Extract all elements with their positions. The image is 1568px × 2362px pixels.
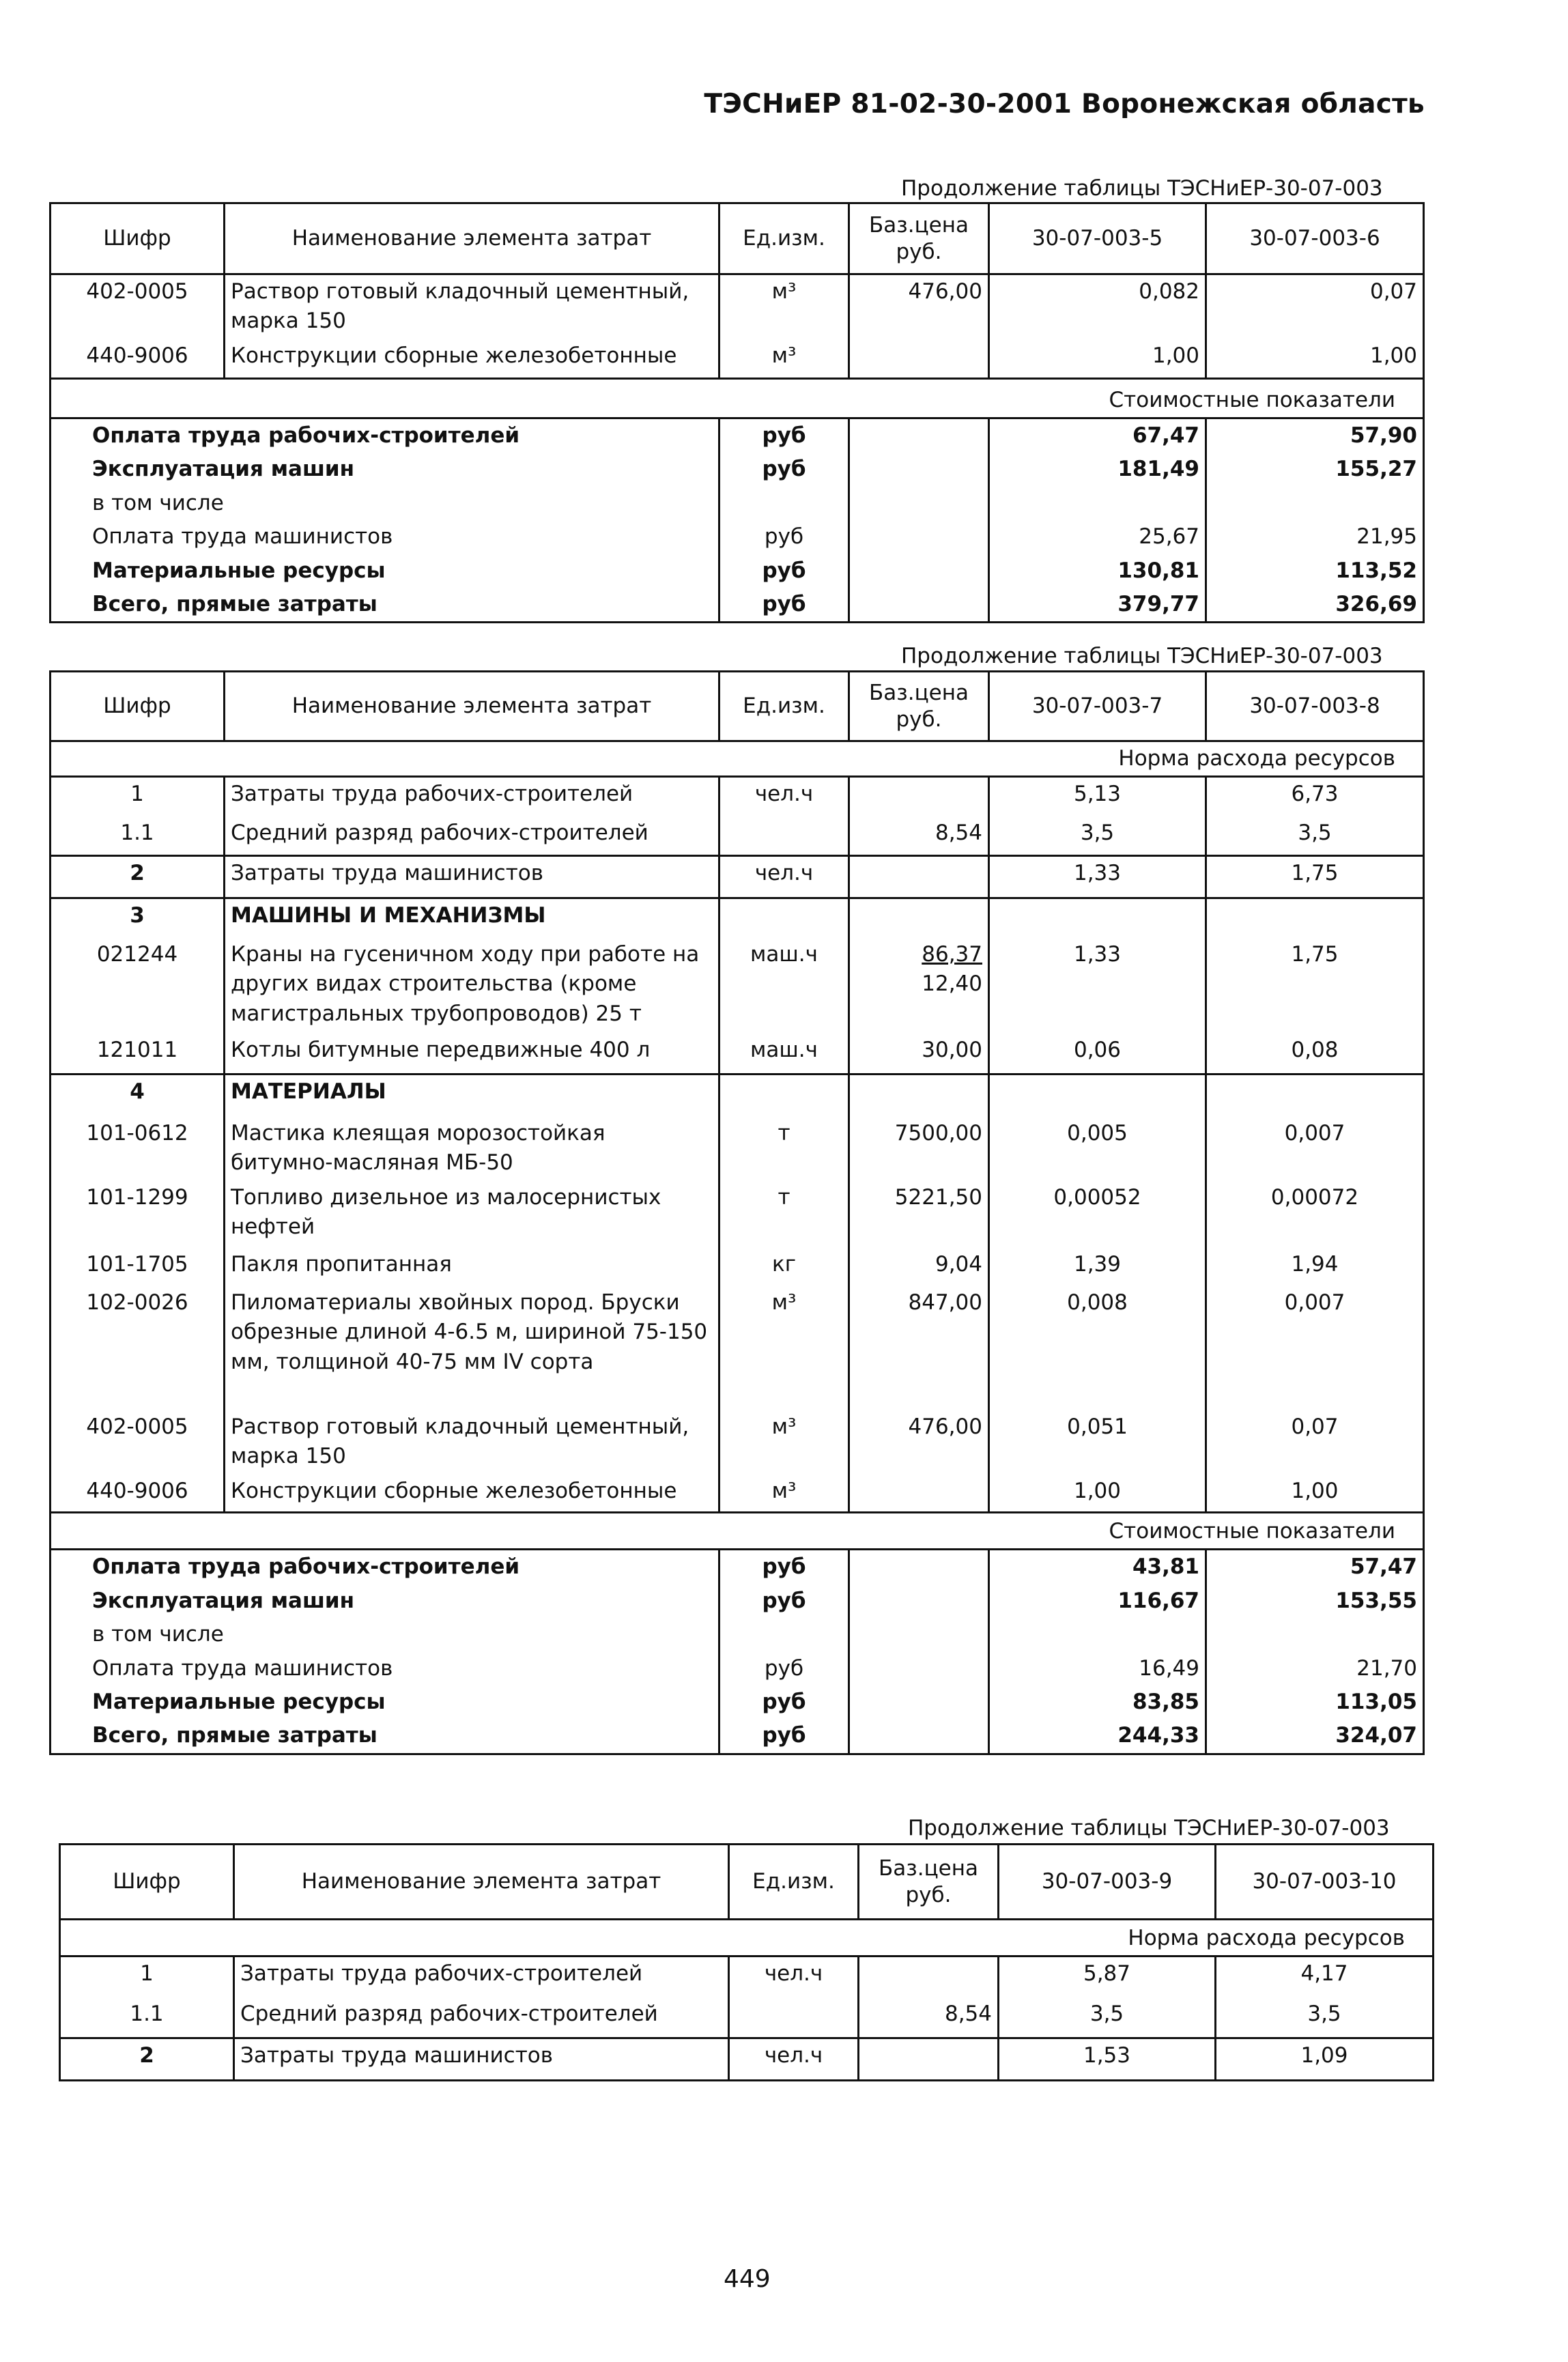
row-name: Раствор готовый кладочный цементный, марка 150 [225, 274, 719, 339]
row-name: Котлы битумные передвижные 400 л [225, 1034, 719, 1075]
row-price-cell [849, 938, 989, 1034]
total-unit: руб [719, 453, 849, 486]
col-price-header: Баз.цена руб. [849, 203, 989, 274]
section-cost-label: Стоимостные показатели [51, 379, 1424, 418]
row-name: Затраты труда машинистов [234, 2038, 729, 2081]
section-row [51, 379, 1424, 418]
row-unit [729, 1997, 859, 2038]
total-value-b [1206, 1618, 1424, 1651]
table1-continuation: Продолжение таблицы ТЭСНиЕР-30-07-003 [901, 176, 1383, 201]
row-code: 1.1 [60, 1997, 234, 2038]
row-value-b: 4,17 [1216, 1957, 1434, 1997]
col-b-header: 30-07-003-8 [1206, 672, 1424, 741]
total-unit [719, 1618, 849, 1651]
total-row [51, 1652, 1424, 1685]
total-label: Эксплуатация машин [51, 1584, 719, 1618]
row-name: Мастика клеящая морозостойкая битумно-масляная МБ-50 [225, 1117, 719, 1181]
row-value-b: 0,07 [1206, 274, 1424, 339]
row-price: 9,04 [849, 1248, 989, 1286]
table-row [51, 1181, 1424, 1248]
row-price [849, 339, 989, 379]
row-value-a [989, 1075, 1206, 1117]
row-unit: м³ [719, 1475, 849, 1513]
row-unit: т [719, 1117, 849, 1181]
total-row [51, 1584, 1424, 1618]
row-name: Раствор готовый кладочный цементный, марка 150 [225, 1410, 719, 1475]
total-label: Материальные ресурсы [51, 1685, 719, 1719]
total-empty [849, 418, 989, 453]
total-label: Оплата труда рабочих-строителей [51, 418, 719, 453]
row-price [849, 856, 989, 898]
row-value-a: 1,00 [989, 339, 1206, 379]
row-value-b: 1,00 [1206, 339, 1424, 379]
row-code: 440-9006 [51, 1475, 225, 1513]
section-norm-label: Норма расхода ресурсов [51, 741, 1424, 777]
section-row [51, 741, 1424, 777]
total-value-b [1206, 487, 1424, 520]
row-value-a: 1,33 [989, 856, 1206, 898]
section-row [51, 1513, 1424, 1550]
col-name-header: Наименование элемента затрат [225, 672, 719, 741]
col-price-header: Баз.цена руб. [859, 1845, 999, 1920]
total-value-a: 67,47 [989, 418, 1206, 453]
row-code: 402-0005 [51, 1410, 225, 1475]
row-value-b: 1,75 [1206, 856, 1424, 898]
total-row [51, 487, 1424, 520]
row-name: Пиломатериалы хвойных пород. Бруски обрезные длиной 4-6.5 м, шириной 75-150 мм, толщиной 40-75 мм IV сорта [225, 1286, 719, 1410]
table3-continuation: Продолжение таблицы ТЭСНиЕР-30-07-003 [908, 1816, 1390, 1840]
table-row [51, 898, 1424, 938]
row-value-b: 0,08 [1206, 1034, 1424, 1075]
table-row [51, 1117, 1424, 1181]
row-price: 8,54 [849, 816, 989, 856]
total-value-a [989, 487, 1206, 520]
row-code: 101-1299 [51, 1181, 225, 1248]
total-value-b: 57,90 [1206, 418, 1424, 453]
total-value-b: 324,07 [1206, 1719, 1424, 1754]
total-empty [849, 487, 989, 520]
row-price [849, 1075, 989, 1117]
row-value-a: 1,00 [989, 1475, 1206, 1513]
row-code: 1 [51, 777, 225, 816]
table2-header-row [51, 672, 1424, 741]
total-label: Оплата труда машинистов [51, 1652, 719, 1685]
total-row [51, 520, 1424, 554]
row-value-a: 0,06 [989, 1034, 1206, 1075]
total-row [51, 1685, 1424, 1719]
row-value-a: 0,005 [989, 1117, 1206, 1181]
row-code: 1.1 [51, 816, 225, 856]
total-value-a: 83,85 [989, 1685, 1206, 1719]
total-value-a: 181,49 [989, 453, 1206, 486]
total-value-b: 113,05 [1206, 1685, 1424, 1719]
row-code: 440-9006 [51, 339, 225, 379]
total-empty [849, 1685, 989, 1719]
row-value-b: 0,007 [1206, 1286, 1424, 1410]
row-value-a: 0,008 [989, 1286, 1206, 1410]
total-value-b: 21,70 [1206, 1652, 1424, 1685]
row-unit [719, 898, 849, 938]
row-value-a: 0,051 [989, 1410, 1206, 1475]
total-value-a: 130,81 [989, 554, 1206, 588]
row-value-a: 1,33 [989, 938, 1206, 1034]
row-value-b [1206, 898, 1424, 938]
row-value-a: 1,53 [999, 2038, 1216, 2081]
total-unit: руб [719, 1685, 849, 1719]
row-price [859, 2038, 999, 2081]
table-row [51, 1034, 1424, 1075]
total-empty [849, 588, 989, 623]
page-number: 449 [724, 2265, 771, 2293]
row-code: 101-1705 [51, 1248, 225, 1286]
row-code: 102-0026 [51, 1286, 225, 1410]
table-row [51, 938, 1424, 1034]
total-value-a: 16,49 [989, 1652, 1206, 1685]
row-unit: м³ [719, 274, 849, 339]
row-value-b: 0,00072 [1206, 1181, 1424, 1248]
col-a-header: 30-07-003-5 [989, 203, 1206, 274]
row-code: 1 [60, 1957, 234, 1997]
row-unit: чел.ч [719, 856, 849, 898]
col-unit-header: Ед.изм. [729, 1845, 859, 1920]
total-empty [849, 554, 989, 588]
section-row [60, 1920, 1434, 1957]
col-code-header: Шифр [60, 1845, 234, 1920]
row-price [849, 1475, 989, 1513]
row-name: Средний разряд рабочих-строителей [225, 816, 719, 856]
row-value-b: 1,09 [1216, 2038, 1434, 2081]
row-unit [719, 1075, 849, 1117]
row-unit: м³ [719, 339, 849, 379]
total-unit: руб [719, 520, 849, 554]
table2 [49, 670, 1425, 1755]
row-code: 4 [51, 1075, 225, 1117]
total-unit: руб [719, 1652, 849, 1685]
total-row [51, 1719, 1424, 1754]
total-value-a: 379,77 [989, 588, 1206, 623]
row-unit: т [719, 1181, 849, 1248]
total-unit [719, 487, 849, 520]
row-price [849, 898, 989, 938]
col-code-header: Шифр [51, 203, 225, 274]
table1 [49, 202, 1425, 623]
row-unit: маш.ч [719, 1034, 849, 1075]
total-value-b: 113,52 [1206, 554, 1424, 588]
total-row [51, 1618, 1424, 1651]
row-name: Затраты труда рабочих-строителей [234, 1957, 729, 1997]
total-unit: руб [719, 1550, 849, 1584]
total-row [51, 418, 1424, 453]
row-value-b: 6,73 [1206, 777, 1424, 816]
col-a-header: 30-07-003-7 [989, 672, 1206, 741]
row-code: 021244 [51, 938, 225, 1034]
total-row [51, 554, 1424, 588]
table-row [60, 1957, 1434, 1997]
row-value-b [1206, 1075, 1424, 1117]
row-name: Затраты труда рабочих-строителей [225, 777, 719, 816]
row-code: 101-0612 [51, 1117, 225, 1181]
row-code: 2 [51, 856, 225, 898]
page-header: ТЭСНиЕР 81-02-30-2001 Воронежская область [704, 89, 1425, 119]
total-empty [849, 453, 989, 486]
row-name: МАШИНЫ И МЕХАНИЗМЫ [225, 898, 719, 938]
total-label: Всего, прямые затраты [51, 1719, 719, 1754]
table-row [51, 1248, 1424, 1286]
col-unit-header: Ед.изм. [719, 203, 849, 274]
total-empty [849, 1618, 989, 1651]
row-name: Краны на гусеничном ходу при работе на других видах строительства (кроме магистральных трубопроводов) 25 т [225, 938, 719, 1034]
col-a-header: 30-07-003-9 [999, 1845, 1216, 1920]
row-price: 7500,00 [849, 1117, 989, 1181]
col-b-header: 30-07-003-6 [1206, 203, 1424, 274]
row-price: 847,00 [849, 1286, 989, 1410]
row-value-b: 0,07 [1206, 1410, 1424, 1475]
total-label: Эксплуатация машин [51, 453, 719, 486]
total-empty [849, 1719, 989, 1754]
total-empty [849, 1584, 989, 1618]
row-unit: кг [719, 1248, 849, 1286]
row-value-a [989, 898, 1206, 938]
row-value-a: 5,13 [989, 777, 1206, 816]
col-b-header: 30-07-003-10 [1216, 1845, 1434, 1920]
section-cost-label: Стоимостные показатели [51, 1513, 1424, 1550]
total-value-b: 155,27 [1206, 453, 1424, 486]
total-value-b: 57,47 [1206, 1550, 1424, 1584]
total-unit: руб [719, 588, 849, 623]
row-price: 30,00 [849, 1034, 989, 1075]
total-label: в том числе [51, 1618, 719, 1651]
row-name: Конструкции сборные железобетонные [225, 1475, 719, 1513]
row-price [849, 777, 989, 816]
row-unit: маш.ч [719, 938, 849, 1034]
row-unit: чел.ч [729, 2038, 859, 2081]
row-name: Средний разряд рабочих-строителей [234, 1997, 729, 2038]
row-unit [719, 816, 849, 856]
row-code: 402-0005 [51, 274, 225, 339]
total-label: Оплата труда машинистов [51, 520, 719, 554]
col-name-header: Наименование элемента затрат [234, 1845, 729, 1920]
table2-continuation: Продолжение таблицы ТЭСНиЕР-30-07-003 [901, 644, 1383, 668]
table-row [60, 1997, 1434, 2038]
row-price: 476,00 [849, 1410, 989, 1475]
table-row [51, 1286, 1424, 1410]
total-unit: руб [719, 1584, 849, 1618]
row-price: 476,00 [849, 274, 989, 339]
total-label: Оплата труда рабочих-строителей [51, 1550, 719, 1584]
total-unit: руб [719, 554, 849, 588]
row-name: МАТЕРИАЛЫ [225, 1075, 719, 1117]
table-row [51, 1075, 1424, 1117]
row-value-a: 0,00052 [989, 1181, 1206, 1248]
section-norm-label: Норма расхода ресурсов [60, 1920, 1434, 1957]
row-name: Конструкции сборные железобетонные [225, 339, 719, 379]
total-value-b: 153,55 [1206, 1584, 1424, 1618]
col-price-header: Баз.цена руб. [849, 672, 989, 741]
row-unit: м³ [719, 1286, 849, 1410]
row-code: 121011 [51, 1034, 225, 1075]
row-value-b: 0,007 [1206, 1117, 1424, 1181]
total-row [51, 453, 1424, 486]
table-row [60, 2038, 1434, 2081]
col-code-header: Шифр [51, 672, 225, 741]
total-empty [849, 520, 989, 554]
total-label: Всего, прямые затраты [51, 588, 719, 623]
table1-header-row [51, 203, 1424, 274]
row-name: Пакля пропитанная [225, 1248, 719, 1286]
row-value-b: 1,94 [1206, 1248, 1424, 1286]
total-value-a: 43,81 [989, 1550, 1206, 1584]
total-empty [849, 1652, 989, 1685]
total-value-b: 21,95 [1206, 520, 1424, 554]
row-code: 3 [51, 898, 225, 938]
row-price: 86,37 [922, 941, 982, 967]
total-row [51, 1550, 1424, 1584]
table3-header-row [60, 1845, 1434, 1920]
row-value-b: 1,75 [1206, 938, 1424, 1034]
row-price [859, 1957, 999, 1997]
row-value-a: 5,87 [999, 1957, 1216, 1997]
row-value-a: 3,5 [999, 1997, 1216, 2038]
row-price-secondary: 12,40 [922, 971, 982, 997]
row-value-b: 3,5 [1216, 1997, 1434, 2038]
row-value-b: 3,5 [1206, 816, 1424, 856]
table3 [59, 1843, 1434, 2081]
col-unit-header: Ед.изм. [719, 672, 849, 741]
total-value-b: 326,69 [1206, 588, 1424, 623]
row-value-a: 3,5 [989, 816, 1206, 856]
table-row [51, 1410, 1424, 1475]
row-price: 8,54 [859, 1997, 999, 2038]
col-name-header: Наименование элемента затрат [225, 203, 719, 274]
table-row [51, 777, 1424, 816]
total-row [51, 588, 1424, 623]
row-unit: чел.ч [729, 1957, 859, 1997]
row-price: 5221,50 [849, 1181, 989, 1248]
row-name: Топливо дизельное из малосернистых нефтей [225, 1181, 719, 1248]
total-value-a: 25,67 [989, 520, 1206, 554]
total-label: Материальные ресурсы [51, 554, 719, 588]
total-value-a: 116,67 [989, 1584, 1206, 1618]
total-unit: руб [719, 418, 849, 453]
total-unit: руб [719, 1719, 849, 1754]
table-row [51, 339, 1424, 379]
total-value-a: 244,33 [989, 1719, 1206, 1754]
table-row [51, 816, 1424, 856]
total-label: в том числе [51, 487, 719, 520]
row-value-a: 0,082 [989, 274, 1206, 339]
row-value-b: 1,00 [1206, 1475, 1424, 1513]
row-value-a: 1,39 [989, 1248, 1206, 1286]
row-code: 2 [60, 2038, 234, 2081]
total-value-a [989, 1618, 1206, 1651]
row-unit: м³ [719, 1410, 849, 1475]
row-name: Затраты труда машинистов [225, 856, 719, 898]
table-row [51, 274, 1424, 339]
total-empty [849, 1550, 989, 1584]
table-row [51, 856, 1424, 898]
table-row [51, 1475, 1424, 1513]
row-unit: чел.ч [719, 777, 849, 816]
